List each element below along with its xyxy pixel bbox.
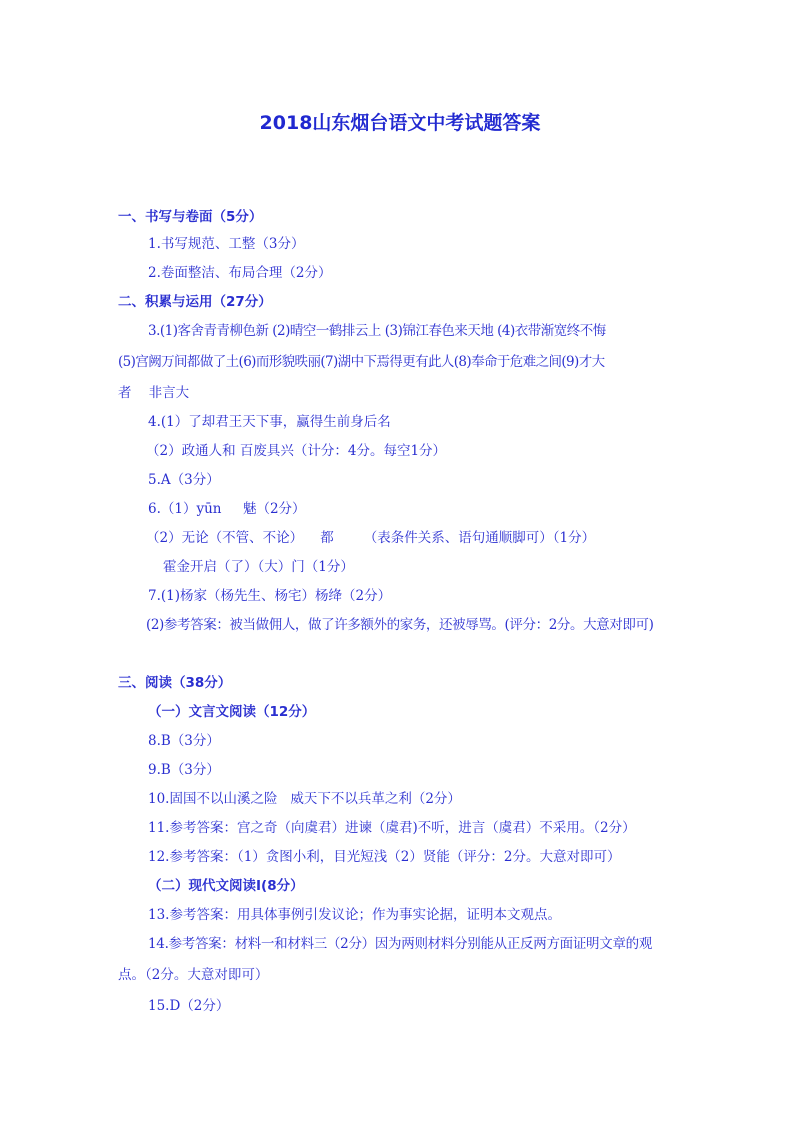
subsection-heading-modern: （二）现代文阅读Ⅰ(8分） xyxy=(148,878,304,894)
answer-line: 7.(1)杨家（杨先生、杨宅）杨绛（2分） xyxy=(148,588,392,604)
answer-line: 14.参考答案：材料一和材料三（2分）因为两则材料分别能从正反两方面证明文章的观 xyxy=(148,936,653,952)
section-heading-writing: 一、书写与卷面（5分） xyxy=(118,209,263,225)
answer-line: （2）政通人和 百废具兴（计分：4分。每空1分） xyxy=(146,443,447,459)
answer-line: 12.参考答案：（1）贪图小利，目光短浅（2）贤能（评分：2分。大意对即可） xyxy=(148,849,621,865)
answer-line: 者 非言大 xyxy=(118,385,190,401)
answer-line: 6.（1）yūn 魅（2分） xyxy=(148,501,306,517)
answer-line: 11.参考答案：宫之奇（向虞君）进谏（虞君)不听，进言（虞君）不采用。（2分） xyxy=(148,820,636,836)
section-heading-reading: 三、阅读（38分） xyxy=(118,675,232,691)
answer-line: 13.参考答案：用具体事例引发议论；作为事实论据，证明本文观点。 xyxy=(148,907,561,923)
answer-line: 4.(1）了却君王天下事，赢得生前身后名 xyxy=(148,414,391,430)
answer-line: 3.(1)客舍青青柳色新 (2)晴空一鹤排云上 (3)锦江春色来天地 (4)衣带渐宽终不悔 xyxy=(148,323,606,339)
section-heading-accumulation: 二、积累与运用（27分） xyxy=(118,294,272,310)
document-title: 2018山东烟台语文中考试题答案 xyxy=(259,112,541,134)
answer-line: 10.固国不以山溪之险 威天下不以兵革之利（2分） xyxy=(148,791,461,807)
answer-line: (5)宫阙万间都做了土(6)而形貌昳丽(7)湖中下焉得更有此人(8)奉命于危难之间(9)才大 xyxy=(118,354,605,370)
answer-line: 8.B（3分） xyxy=(148,733,220,749)
answer-line: (2)参考答案：被当做佣人，做了许多额外的家务，还被辱骂。(评分：2分。大意对即可) xyxy=(146,617,654,633)
answer-line: 5.A（3分） xyxy=(148,472,220,488)
subsection-heading-classical: （一）文言文阅读（12分） xyxy=(148,704,316,720)
answer-line: 霍金开启（了）（大）门（1分） xyxy=(163,559,354,575)
answer-line: 15.D（2分） xyxy=(148,998,230,1014)
answer-line: 2.卷面整洁、布局合理（2分） xyxy=(148,265,332,281)
answer-line: （2）无论（不管、不论） 都 （表条件关系、语句通顺脚可）（1分） xyxy=(146,530,596,546)
answer-line: 点。（2分。大意对即可） xyxy=(118,967,269,983)
answer-line: 9.B（3分） xyxy=(148,762,220,778)
answer-line: 1.书写规范、工整（3分） xyxy=(148,236,305,252)
